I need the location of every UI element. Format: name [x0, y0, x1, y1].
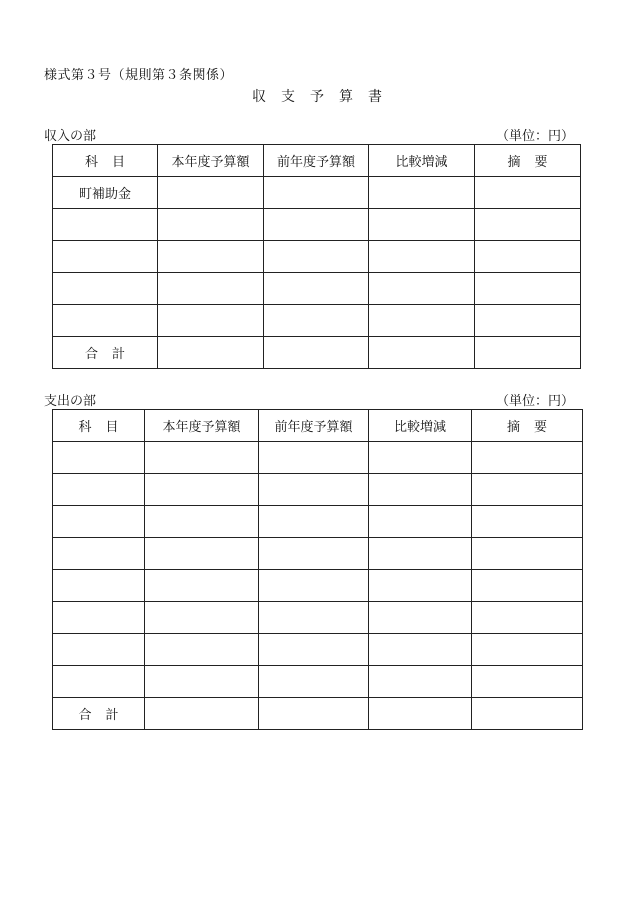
- total-label: 合計: [53, 337, 158, 369]
- difference-cell[interactable]: [369, 177, 475, 209]
- difference-cell[interactable]: [369, 538, 472, 570]
- col-header-previous-budget: 前年度予算額: [259, 410, 369, 442]
- item-cell[interactable]: [53, 209, 158, 241]
- previous-budget-cell[interactable]: [259, 538, 369, 570]
- table-row: [53, 474, 583, 506]
- item-cell[interactable]: [53, 305, 158, 337]
- previous-budget-cell[interactable]: [259, 506, 369, 538]
- difference-cell[interactable]: [369, 666, 472, 698]
- previous-budget-cell[interactable]: [264, 305, 369, 337]
- current-budget-cell[interactable]: [145, 506, 259, 538]
- income-section-label: 収入の部: [44, 129, 97, 144]
- current-budget-cell[interactable]: [145, 570, 259, 602]
- total-label: 合計: [53, 698, 145, 730]
- item-cell[interactable]: [53, 506, 145, 538]
- current-budget-cell[interactable]: [158, 241, 264, 273]
- col-header-previous-budget: 前年度予算額: [264, 145, 369, 177]
- current-budget-cell[interactable]: [158, 177, 264, 209]
- current-budget-cell[interactable]: [158, 209, 264, 241]
- difference-cell[interactable]: [369, 241, 475, 273]
- previous-budget-total-cell[interactable]: [259, 698, 369, 730]
- col-header-item: 科目: [53, 410, 145, 442]
- income-total-row: [53, 337, 581, 369]
- remarks-cell[interactable]: [472, 442, 583, 474]
- difference-cell[interactable]: [369, 442, 472, 474]
- item-cell[interactable]: [53, 442, 145, 474]
- remarks-cell[interactable]: [475, 241, 581, 273]
- current-budget-total-cell[interactable]: [145, 698, 259, 730]
- document-title: 収支予算書: [252, 89, 397, 105]
- table-row: [53, 538, 583, 570]
- expense-section-label: 支出の部: [44, 394, 97, 409]
- previous-budget-cell[interactable]: [259, 570, 369, 602]
- col-header-difference: 比較増減: [369, 410, 472, 442]
- remarks-total-cell[interactable]: [472, 698, 583, 730]
- item-cell[interactable]: [53, 634, 145, 666]
- difference-total-cell[interactable]: [369, 337, 475, 369]
- previous-budget-cell[interactable]: [259, 634, 369, 666]
- previous-budget-cell[interactable]: [264, 273, 369, 305]
- income-header-row: [53, 145, 581, 177]
- col-header-remarks: 摘要: [472, 410, 583, 442]
- difference-cell[interactable]: [369, 305, 475, 337]
- remarks-cell[interactable]: [475, 305, 581, 337]
- item-cell[interactable]: [53, 570, 145, 602]
- income-table: [52, 144, 581, 369]
- previous-budget-cell[interactable]: [259, 442, 369, 474]
- table-row: [53, 305, 581, 337]
- item-cell[interactable]: [53, 273, 158, 305]
- difference-cell[interactable]: [369, 474, 472, 506]
- expense-table: [52, 409, 583, 730]
- difference-cell[interactable]: [369, 634, 472, 666]
- difference-cell[interactable]: [369, 506, 472, 538]
- table-row: [53, 506, 583, 538]
- difference-cell[interactable]: [369, 209, 475, 241]
- current-budget-total-cell[interactable]: [158, 337, 264, 369]
- item-cell[interactable]: [53, 474, 145, 506]
- table-row: [53, 209, 581, 241]
- remarks-cell[interactable]: [472, 602, 583, 634]
- remarks-cell[interactable]: [475, 273, 581, 305]
- previous-budget-cell[interactable]: [259, 474, 369, 506]
- difference-cell[interactable]: [369, 273, 475, 305]
- table-row: [53, 570, 583, 602]
- table-row: [53, 666, 583, 698]
- income-unit-label: （単位：円）: [496, 129, 575, 144]
- remarks-total-cell[interactable]: [475, 337, 581, 369]
- item-cell[interactable]: [53, 666, 145, 698]
- previous-budget-cell[interactable]: [264, 177, 369, 209]
- table-row: [53, 273, 581, 305]
- form-number: 様式第３号（規則第３条関係）: [44, 68, 234, 83]
- previous-budget-cell[interactable]: [264, 241, 369, 273]
- current-budget-cell[interactable]: [145, 666, 259, 698]
- item-cell[interactable]: [53, 602, 145, 634]
- remarks-cell[interactable]: [472, 634, 583, 666]
- item-cell[interactable]: [53, 538, 145, 570]
- remarks-cell[interactable]: [475, 177, 581, 209]
- previous-budget-total-cell[interactable]: [264, 337, 369, 369]
- table-row: [53, 602, 583, 634]
- previous-budget-cell[interactable]: [259, 666, 369, 698]
- expense-total-row: [53, 698, 583, 730]
- item-cell[interactable]: [53, 241, 158, 273]
- remarks-cell[interactable]: [475, 209, 581, 241]
- col-header-current-budget: 本年度予算額: [145, 410, 259, 442]
- expense-header-row: [53, 410, 583, 442]
- current-budget-cell[interactable]: [145, 634, 259, 666]
- remarks-cell[interactable]: [472, 506, 583, 538]
- previous-budget-cell[interactable]: [264, 209, 369, 241]
- remarks-cell[interactable]: [472, 538, 583, 570]
- current-budget-cell[interactable]: [158, 305, 264, 337]
- current-budget-cell[interactable]: [145, 538, 259, 570]
- current-budget-cell[interactable]: [145, 602, 259, 634]
- current-budget-cell[interactable]: [145, 474, 259, 506]
- previous-budget-cell[interactable]: [259, 602, 369, 634]
- expense-unit-label: （単位：円）: [496, 394, 575, 409]
- item-cell[interactable]: 町補助金: [53, 177, 158, 209]
- difference-cell[interactable]: [369, 602, 472, 634]
- col-header-current-budget: 本年度予算額: [158, 145, 264, 177]
- col-header-remarks: 摘要: [475, 145, 581, 177]
- col-header-difference: 比較増減: [369, 145, 475, 177]
- current-budget-cell[interactable]: [158, 273, 264, 305]
- remarks-cell[interactable]: [472, 666, 583, 698]
- table-row: [53, 177, 581, 209]
- difference-total-cell[interactable]: [369, 698, 472, 730]
- remarks-cell[interactable]: [472, 474, 583, 506]
- current-budget-cell[interactable]: [145, 442, 259, 474]
- difference-cell[interactable]: [369, 570, 472, 602]
- col-header-item: 科目: [53, 145, 158, 177]
- table-row: [53, 241, 581, 273]
- remarks-cell[interactable]: [472, 570, 583, 602]
- table-row: [53, 634, 583, 666]
- table-row: [53, 442, 583, 474]
